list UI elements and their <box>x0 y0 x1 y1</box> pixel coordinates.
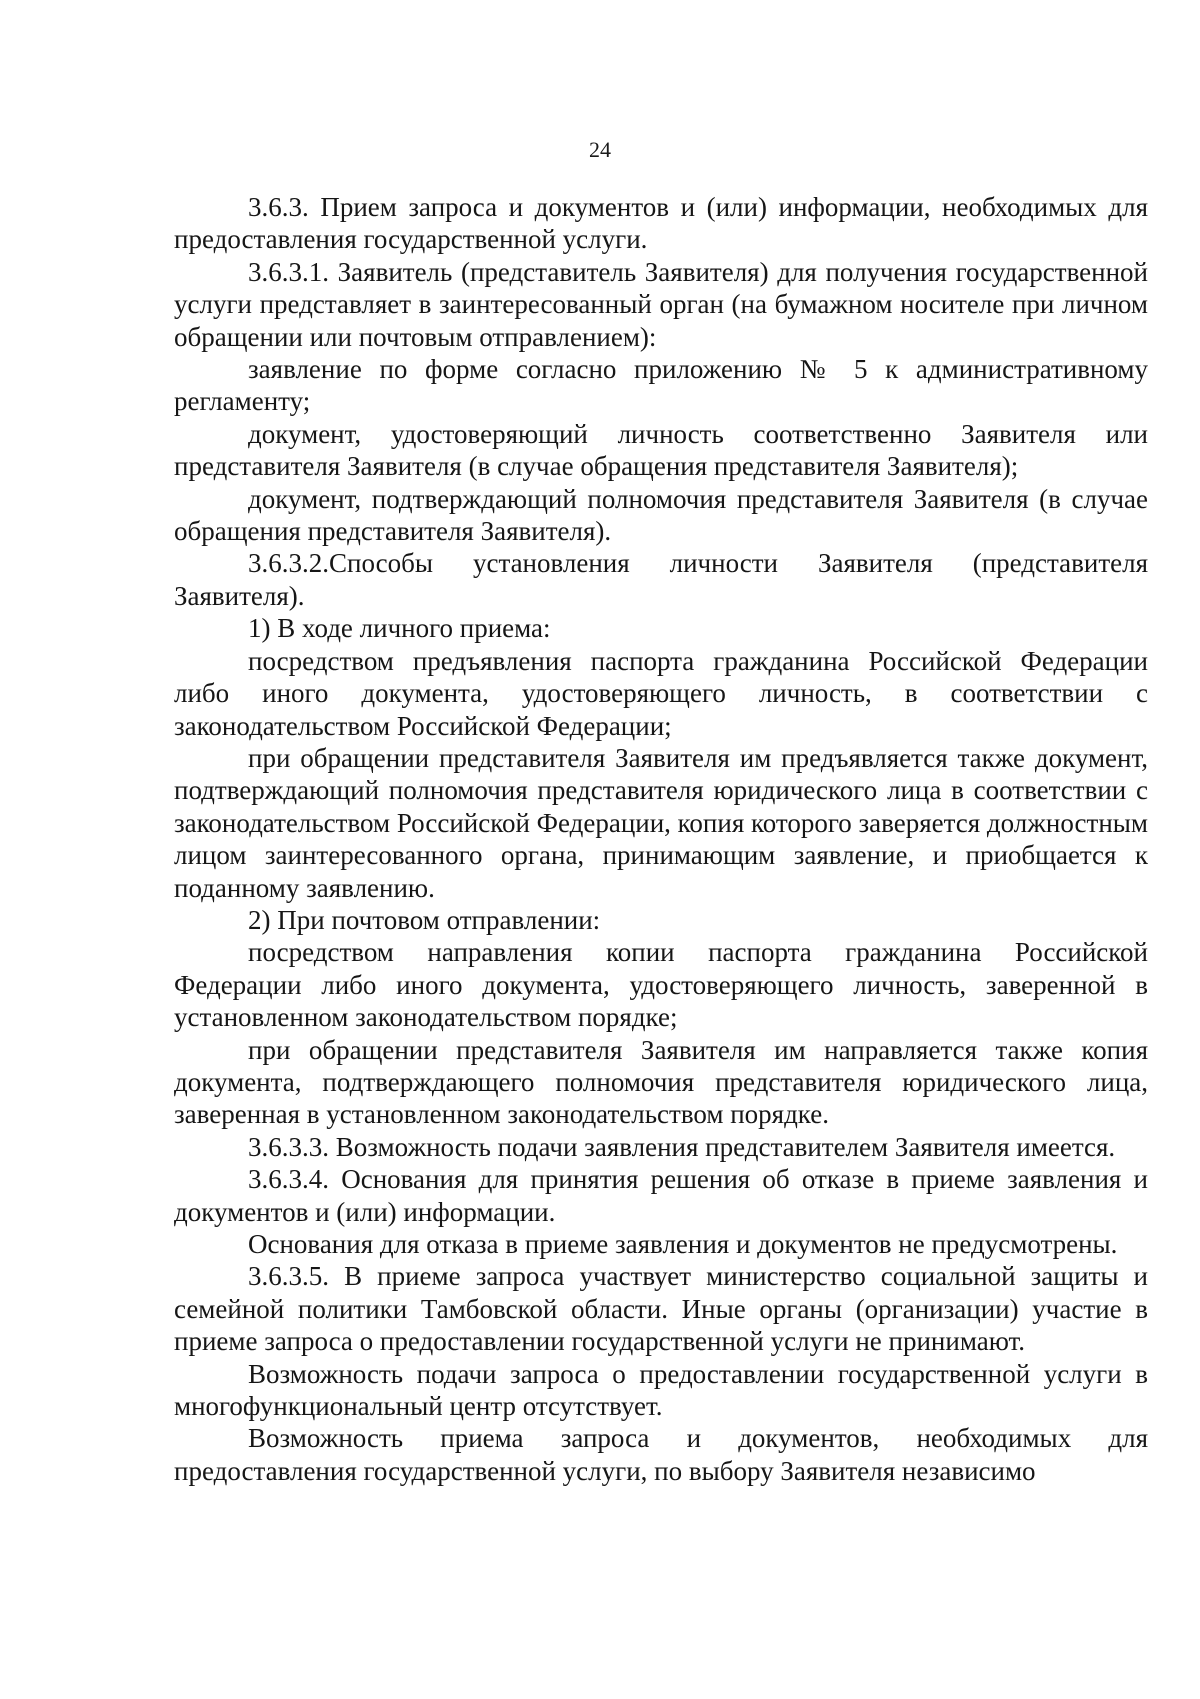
paragraph: 3.6.3.2.Способы установления личности Заявителя (представителя Заявителя). <box>174 548 1148 611</box>
paragraph: документ, подтверждающий полномочия представителя Заявителя (в случае обращения представителя Заявителя). <box>174 483 1148 547</box>
paragraph: заявление по форме согласно приложению № 5 к административному регламенту; <box>174 354 1148 417</box>
paragraph: Возможность приема запроса и документов, необходимых для предоставления государственной услуги, по выбору Заявителя независимо <box>174 1423 1148 1486</box>
paragraph: посредством предъявления паспорта гражданина Российской Федерации либо иного документа, удостоверяющего личность, в соответствии с законодательством Российской Федерации; <box>174 645 1148 741</box>
paragraph: при обращении представителя Заявителя им направляется также копия документа, подтверждающего полномочия представителя юридического лица, заверенная в установленном законодательством порядке. <box>174 1034 1148 1130</box>
paragraph: посредством направления копии паспорта гражданина Российской Федерации либо иного документа, удостоверяющего личность, заверенной в установленном законодательством порядке; <box>174 937 1148 1033</box>
paragraph: 3.6.3. Прием запроса и документов и (или) информации, необходимых для предоставления государственной услуги. <box>174 192 1148 255</box>
paragraph: 3.6.3.3. Возможность подачи заявления представителем Заявителя имеется. <box>248 1131 1116 1162</box>
document-body <box>174 191 1148 1487</box>
paragraph: документ, удостоверяющий личность соответственно Заявителя или представителя Заявителя (в случае обращения представителя Заявителя); <box>174 418 1148 482</box>
paragraph: 3.6.3.4. Основания для принятия решения об отказе в приеме заявления и документов и (или) информации. <box>174 1164 1148 1227</box>
paragraph: при обращении представителя Заявителя им предъявляется также документ, подтверждающий полномочия представителя юридического лица в соответствии с законодательством Российской Федерации, копия которого заверяется должностным лицом заинтересованного органа, принимающим заявление, и приобщается к поданному заявлению. <box>174 742 1148 903</box>
paragraph: 2) При почтовом отправлении: <box>248 904 601 935</box>
paragraph: Возможность подачи запроса о предоставлении государственной услуги в многофункциональный центр отсутствует. <box>174 1358 1148 1422</box>
paragraph: Основания для отказа в приеме заявления и документов не предусмотрены. <box>248 1229 1118 1259</box>
paragraph: 3.6.3.5. В приеме запроса участвует министерство социальной защиты и семейной политики Тамбовской области. Иные органы (организации) участие в приеме запроса о предоставлении государственной услуги не принимают. <box>174 1261 1148 1357</box>
paragraph: 3.6.3.1. Заявитель (представитель Заявителя) для получения государственной услуги представляет в заинтересованный орган (на бумажном носителе при личном обращении или почтовым отправлением): <box>174 256 1148 352</box>
paragraph: 1) В ходе личного приема: <box>248 613 551 644</box>
page-number: 24 <box>589 137 611 162</box>
